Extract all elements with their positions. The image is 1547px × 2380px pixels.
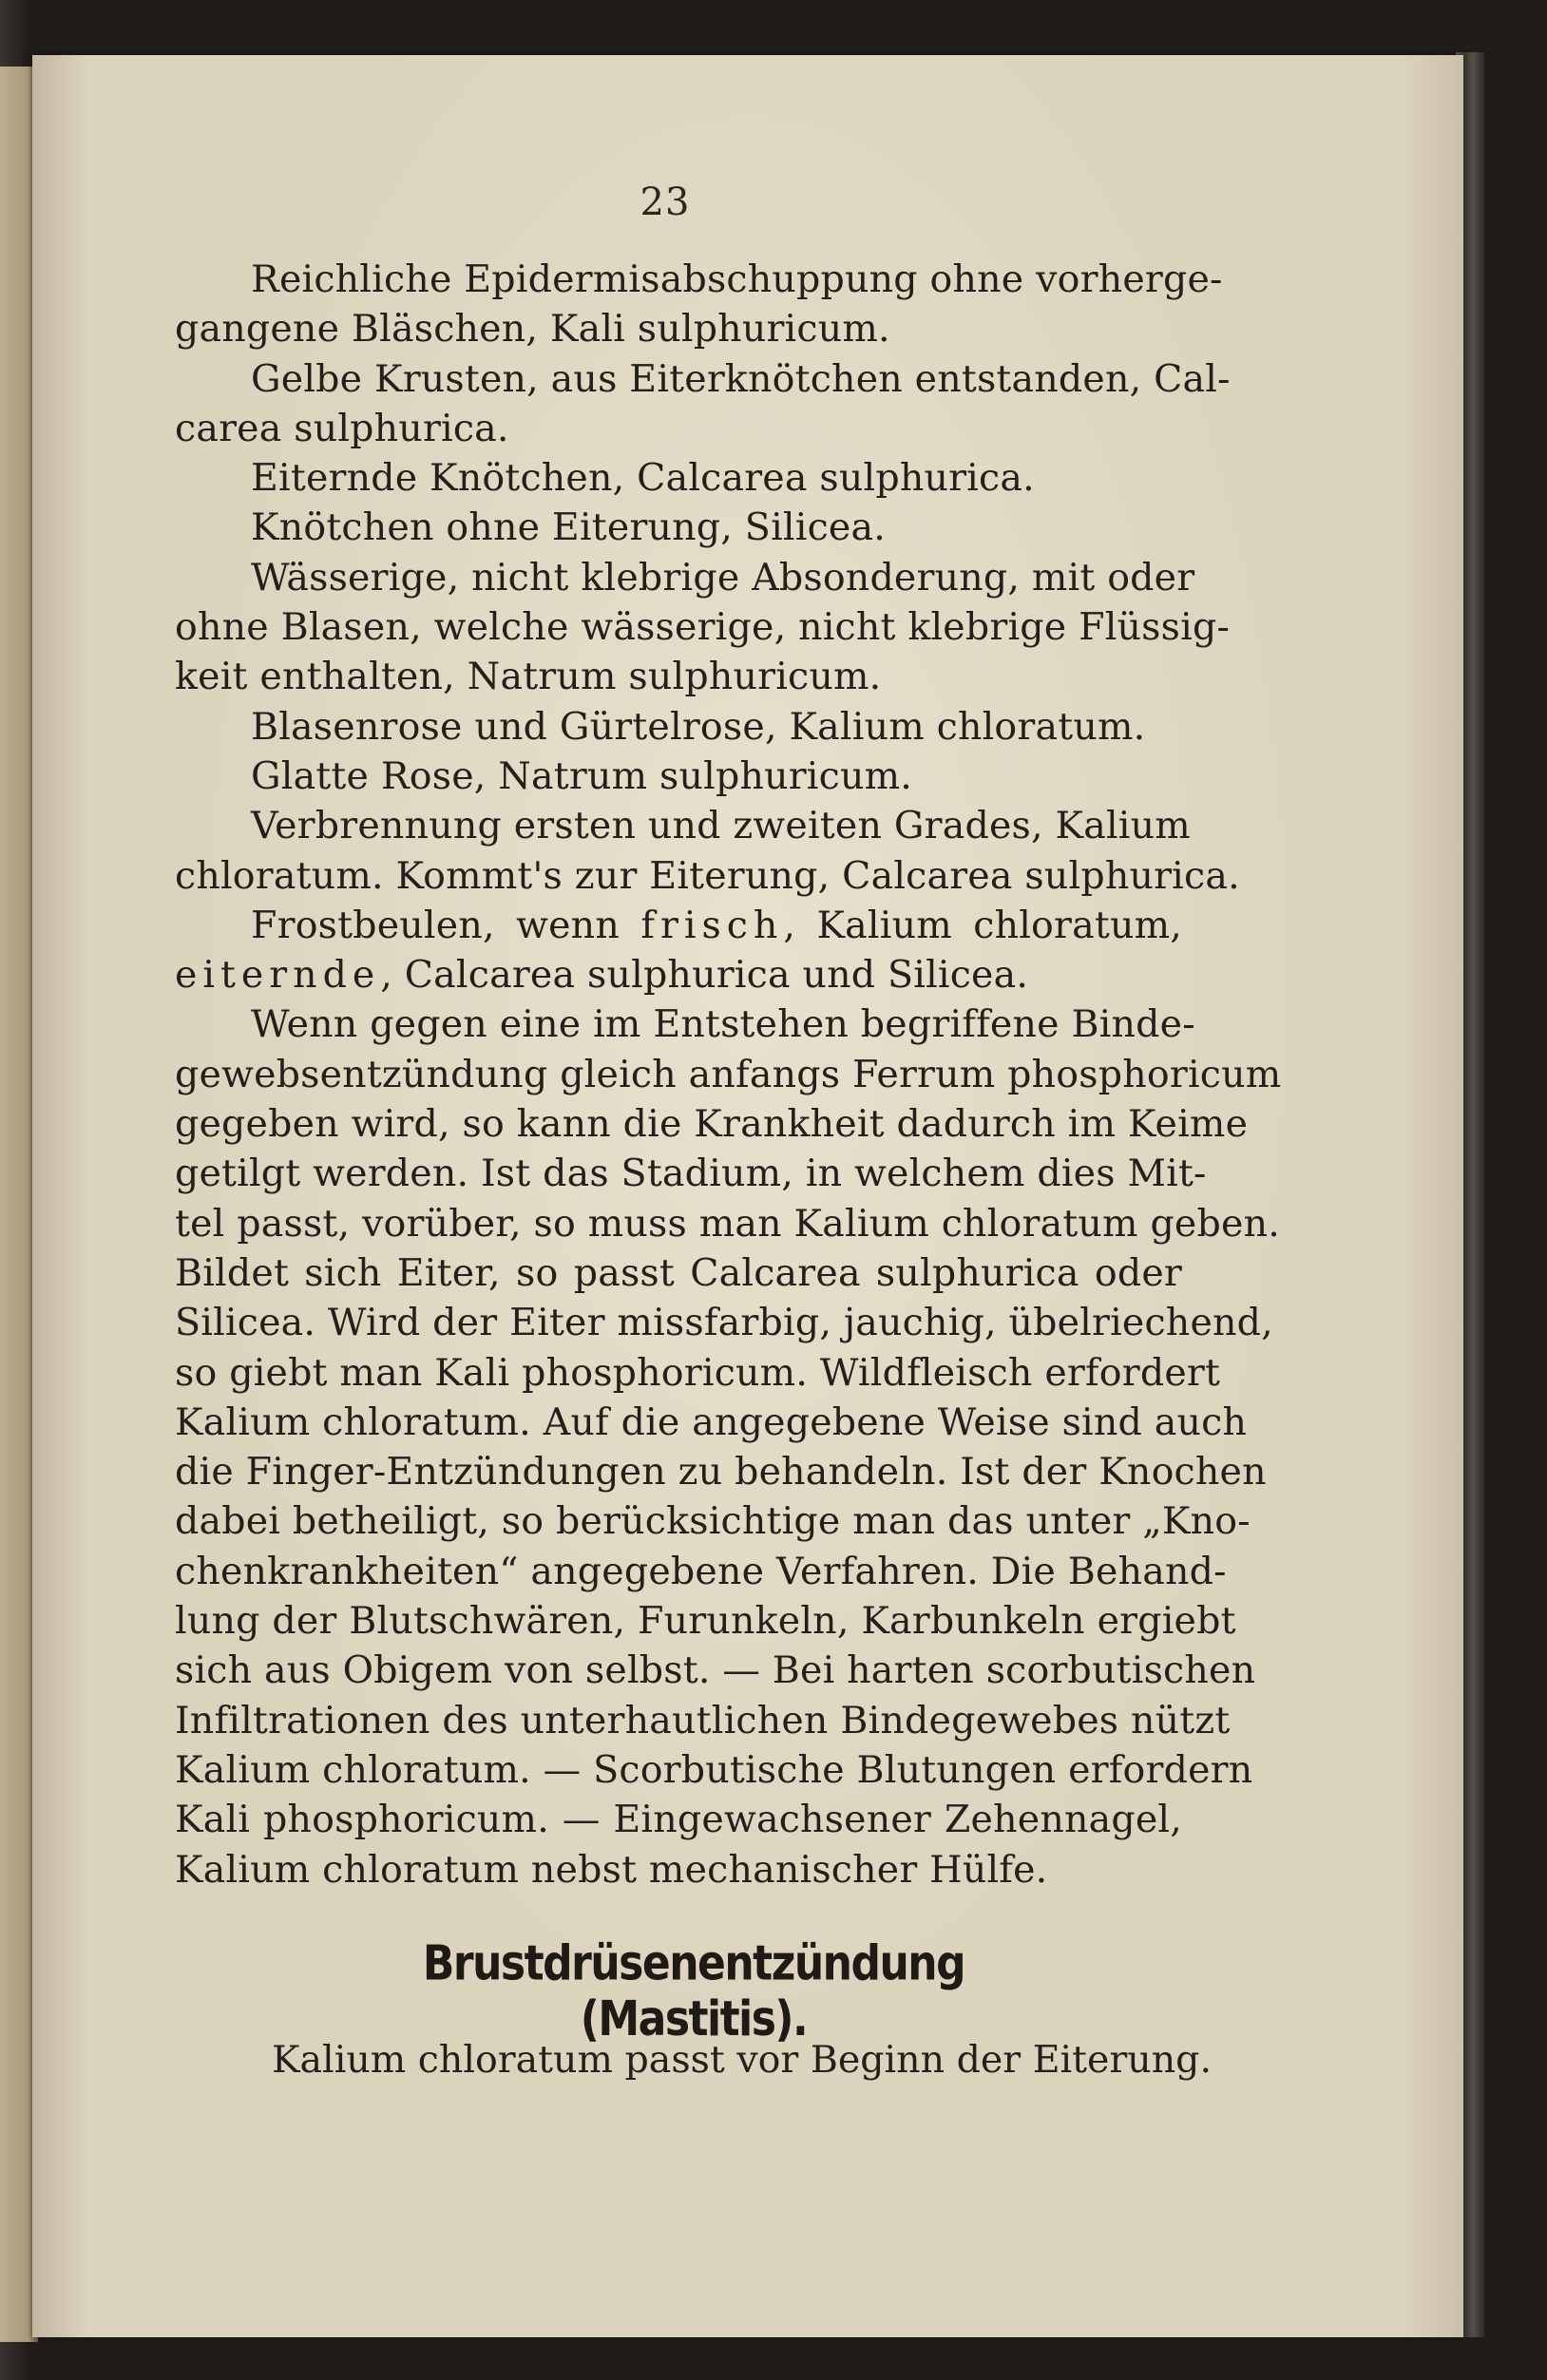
- text-line: sich aus Obigem von selbst. — Bei harten scorbutischen: [175, 1648, 1256, 1693]
- text-line: chloratum. Kommt's zur Eiterung, Calcarea sulphurica.: [175, 853, 1240, 898]
- text-line: Reichliche Epidermisabschuppung ohne vorherge-: [251, 257, 1223, 301]
- text-line: Kalium chloratum passt vor Beginn der Eiterung.: [272, 2038, 1213, 2082]
- text-line: Bildet sich Eiter, so passt Calcarea sulphurica oder: [175, 1250, 1182, 1295]
- text-line: [175, 950, 1182, 1000]
- text-line: Wenn gegen eine im Entstehen begriffene Binde-: [251, 1002, 1195, 1047]
- text-line: lung der Blutschwären, Furunkeln, Karbunkeln ergiebt: [175, 1599, 1236, 1644]
- text-line: chenkrankheiten“ angegebene Verfahren. Die Behand-: [175, 1549, 1227, 1593]
- text-run: , Kalium chloratum,: [783, 903, 1182, 947]
- text-line: so giebt man Kali phosphoricum. Wildfleisch erfordert: [175, 1350, 1221, 1395]
- text-run: , Calcarea sulphurica und Silicea.: [380, 953, 1029, 998]
- text-line: keit enthalten, Natrum sulphuricum.: [175, 655, 882, 699]
- text-line: Gelbe Krusten, aus Eiterknötchen entstanden, Cal-: [251, 356, 1231, 401]
- text-line: Kali phosphoricum. — Eingewachsener Zehennagel,: [175, 1798, 1182, 1842]
- text-line: die Finger-Entzündungen zu behandeln. Ist der Knochen: [175, 1450, 1267, 1495]
- text-line: Blasenrose und Gürtelrose, Kalium chloratum.: [251, 704, 1146, 749]
- text-line: gegeben wird, so kann die Krankheit dadurch im Keime: [175, 1102, 1249, 1147]
- text-line: Wässerige, nicht klebrige Absonderung, mit oder: [251, 555, 1195, 600]
- text-line: gewebsentzündung gleich anfangs Ferrum phosphoricum: [175, 1052, 1282, 1096]
- text-line: Kalium chloratum nebst mechanischer Hülfe.: [175, 1847, 1048, 1892]
- text-line: dabei betheiligt, so berücksichtige man das unter „Kno-: [175, 1499, 1251, 1544]
- text-line: Glatte Rose, Natrum sulphuricum.: [251, 753, 913, 798]
- emphasis-spaced: frisch: [640, 903, 784, 947]
- text-line: [175, 901, 1182, 950]
- text-line: Kalium chloratum. — Scorbutische Blutungen erfordern: [175, 1747, 1253, 1792]
- text-line: Eiternde Knötchen, Calcarea sulphurica.: [251, 456, 1035, 501]
- page-number: 23: [640, 181, 691, 224]
- text-line: Verbrennung ersten und zweiten Grades, Kalium: [251, 804, 1191, 848]
- text-line: Silicea. Wird der Eiter missfarbig, jauchig, übelriechend,: [175, 1301, 1273, 1345]
- emphasis-spaced: eiternde: [175, 953, 381, 998]
- text-run: Frostbeulen, wenn: [251, 903, 641, 947]
- body-text: [175, 255, 1282, 1894]
- text-line: ohne Blasen, welche wässerige, nicht klebrige Flüssig-: [175, 605, 1230, 650]
- text-line: Knötchen ohne Eiterung, Silicea.: [251, 505, 886, 550]
- text-line: getilgt werden. Ist das Stadium, in welchem dies Mit-: [175, 1152, 1207, 1196]
- text-line: tel passt, vorüber, so muss man Kalium chloratum geben.: [175, 1201, 1280, 1246]
- text-line: Kalium chloratum. Auf die angegebene Weise sind auch: [175, 1399, 1248, 1444]
- text-line: gangene Bläschen, Kali sulphuricum.: [175, 307, 890, 352]
- text-line: carea sulphurica.: [175, 406, 509, 450]
- section-heading: Brustdrüsenentzündung (Mastitis).: [422, 1935, 965, 2047]
- text-line: Infiltrationen des unterhautlichen Bindegewebes nützt: [175, 1698, 1231, 1742]
